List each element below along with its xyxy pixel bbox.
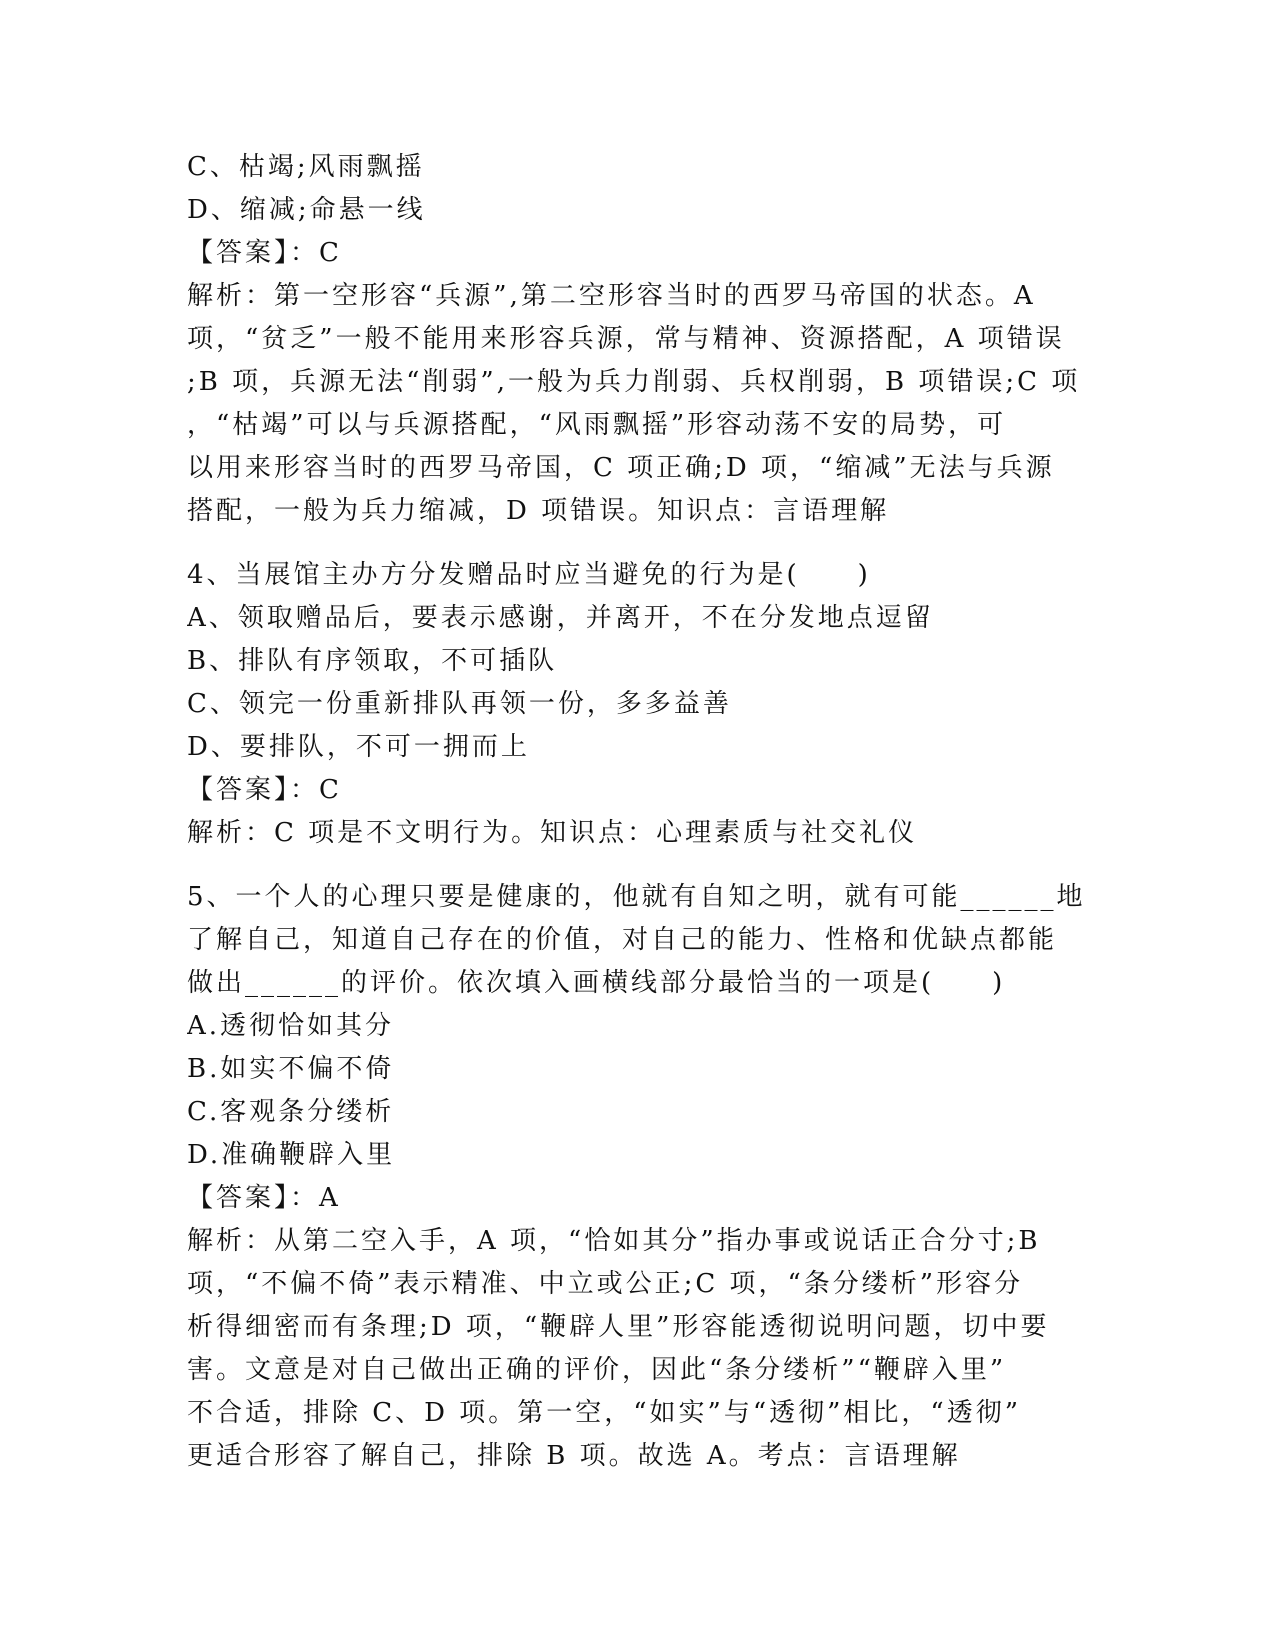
q5-question-line: 做出______的评价。依次填入画横线部分最恰当的一项是( ) (187, 968, 1006, 998)
document-page (187, 146, 1087, 1478)
spacer (187, 855, 1087, 876)
q3-analysis-line: 搭配，一般为兵力缩减，D 项错误。知识点：言语理解 (187, 496, 890, 526)
q5-option-a: A.透彻恰如其分 (187, 1011, 395, 1041)
q4-answer: 【答案】：C (187, 775, 342, 805)
q5-answer: 【答案】：A (187, 1183, 341, 1213)
q4-analysis: 解析：C 项是不文明行为。知识点：心理素质与社交礼仪 (187, 818, 918, 848)
q3-analysis-line: 项，“贫乏”一般不能用来形容兵源，常与精神、资源搭配，A 项错误 (187, 324, 1065, 354)
q5-analysis-line: 解析：从第二空入手，A 项，“恰如其分”指办事或说话正合分寸;B (187, 1226, 1041, 1256)
q5-option-b: B.如实不偏不倚 (187, 1054, 395, 1084)
q4-option-a: A、领取赠品后，要表示感谢，并离开，不在分发地点逗留 (187, 603, 934, 633)
q3-option-c: C、枯竭;风雨飘摇 (187, 152, 425, 182)
question-5 (187, 876, 1087, 1478)
q3-analysis-line: 解析：第一空形容“兵源”,第二空形容当时的西罗马帝国的状态。A (187, 281, 1036, 311)
q5-analysis-line: 项，“不偏不倚”表示精准、中立或公正;C 项，“条分缕析”形容分 (187, 1269, 1024, 1299)
question-3 (187, 146, 1087, 533)
question-4 (187, 554, 1087, 855)
q5-analysis (187, 1220, 1087, 1478)
q3-analysis-line: ;B 项，兵源无法“削弱”,一般为兵力削弱、兵权削弱，B 项错误;C 项 (187, 367, 1081, 397)
q4-option-b: B、排队有序领取，不可插队 (187, 646, 558, 676)
q5-question (187, 876, 1087, 1005)
q3-answer: 【答案】：C (187, 238, 342, 268)
q5-analysis-line: 析得细密而有条理;D 项，“鞭辟人里”形容能透彻说明问题，切中要 (187, 1312, 1050, 1342)
q3-analysis-line: 以用来形容当时的西罗马帝国，C 项正确;D 项，“缩减”无法与兵源 (187, 453, 1055, 483)
q3-option-d: D、缩减;命悬一线 (187, 195, 426, 225)
q4-question: 4、当展馆主办方分发赠品时应当避免的行为是( ) (187, 560, 871, 590)
q5-analysis-line: 不合适，排除 C、D 项。第一空，“如实”与“透彻”相比，“透彻” (187, 1398, 1022, 1428)
q4-option-c: C、领完一份重新排队再领一份，多多益善 (187, 689, 732, 719)
q5-option-c: C.客观条分缕析 (187, 1097, 395, 1127)
q3-analysis (187, 275, 1087, 533)
q5-option-d: D.准确鞭辟入里 (187, 1140, 396, 1170)
q5-question-line: 5、一个人的心理只要是健康的，他就有自知之明，就有可能______地 (187, 882, 1086, 912)
q5-analysis-line: 害。文意是对自己做出正确的评价，因此“条分缕析”“鞭辟入里” (187, 1355, 1007, 1385)
q4-option-d: D、要排队，不可一拥而上 (187, 732, 530, 762)
spacer (187, 533, 1087, 554)
q5-question-line: 了解自己，知道自己存在的价值，对自己的能力、性格和优缺点都能 (187, 925, 1058, 955)
q5-analysis-line: 更适合形容了解自己，排除 B 项。故选 A。考点：言语理解 (187, 1441, 961, 1471)
q3-analysis-line: ，“枯竭”可以与兵源搭配，“风雨飘摇”形容动荡不安的局势，可 (187, 410, 1007, 440)
